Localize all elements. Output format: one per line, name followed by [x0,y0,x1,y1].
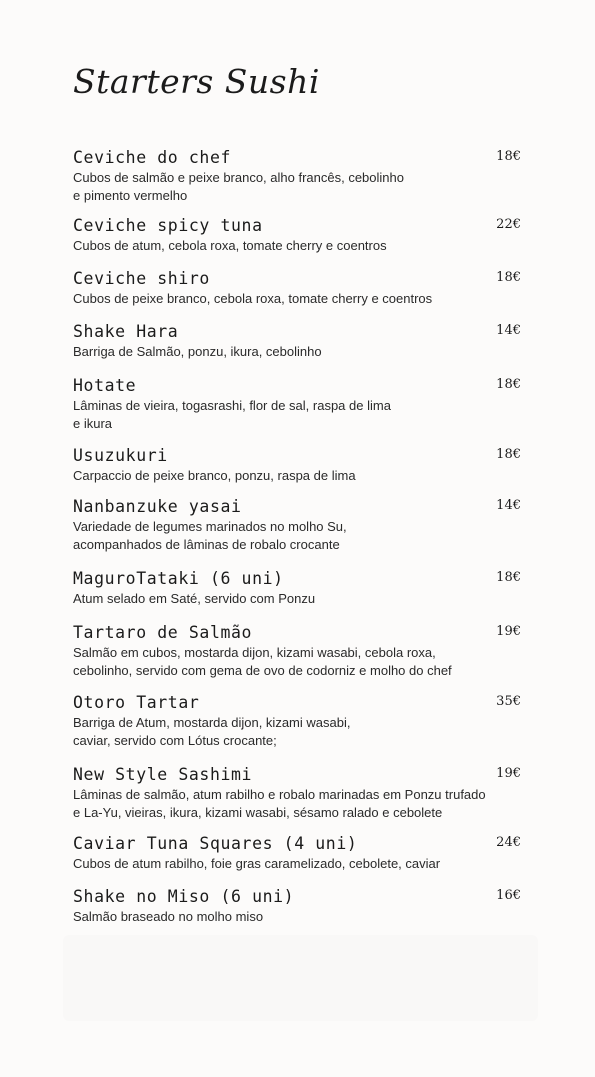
item-description [73,908,518,926]
item-price: 14€ [496,498,521,513]
item-description [73,397,518,433]
item-description [73,590,518,608]
item-description [73,855,518,873]
footer-blank-area [63,935,538,1021]
item-description [73,644,518,680]
item-description [73,237,518,255]
item-description-line: caviar, servido com Lótus crocante; [73,733,277,748]
item-name: Otoro Tartar [73,693,200,712]
item-description-line: Barriga de Atum, mostarda dijon, kizami wasabi, [73,715,351,730]
item-name: Hotate [73,376,137,395]
item-name: MaguroTataki (6 uni) [73,569,284,588]
item-price: 35€ [496,694,521,709]
item-description-line: Salmão braseado no molho miso [73,909,264,924]
item-description-line: cebolinho, servido com gema de ovo de codorniz e molho do chef [73,663,452,678]
item-name: Ceviche spicy tuna [73,216,263,235]
item-description-line: Lâminas de vieira, togasrashi, flor de sal, raspa de lima [73,398,391,413]
item-description-line: Cubos de peixe branco, cebola roxa, tomate cherry e coentros [73,291,433,306]
item-name: Shake no Miso (6 uni) [73,887,295,906]
item-description-line: e La-Yu, vieiras, ikura, kizami wasabi, sésamo ralado e cebolete [73,805,443,820]
item-name: New Style Sashimi [73,765,253,784]
item-name: Caviar Tuna Squares (4 uni) [73,834,358,853]
item-price: 16€ [496,888,521,903]
menu-title: Starters Sushi [73,62,320,101]
menu-item [73,765,521,822]
item-description-line: Carpaccio de peixe branco, ponzu, raspa de lima [73,468,356,483]
item-description [73,343,518,361]
item-price: 18€ [496,149,521,164]
item-description-line: Lâminas de salmão, atum rabilho e robalo marinadas em Ponzu trufado [73,787,486,802]
item-description-line: Barriga de Salmão, ponzu, ikura, cebolinho [73,344,322,359]
item-price: 18€ [496,570,521,585]
item-description [73,714,518,750]
item-price: 24€ [496,835,521,850]
item-price: 18€ [496,270,521,285]
menu-item [73,569,521,608]
menu-item [73,623,521,680]
item-price: 18€ [496,377,521,392]
menu-item [73,497,521,554]
item-description [73,169,518,205]
menu-item [73,269,521,308]
item-name: Nanbanzuke yasai [73,497,242,516]
menu-item [73,446,521,485]
item-description-line: e ikura [73,416,113,431]
item-name: Tartaro de Salmão [73,623,253,642]
item-price: 22€ [496,217,521,232]
menu-item [73,376,521,433]
item-price: 14€ [496,323,521,338]
menu-item [73,216,521,255]
item-description-line: acompanhados de lâminas de robalo crocante [73,537,340,552]
menu-item [73,834,521,873]
item-description-line: Cubos de atum, cebola roxa, tomate cherry e coentros [73,238,387,253]
item-name: Ceviche do chef [73,148,232,167]
item-description-line: Cubos de salmão e peixe branco, alho francês, cebolinho [73,170,404,185]
item-price: 18€ [496,447,521,462]
item-name: Usuzukuri [73,446,168,465]
item-description-line: Atum selado em Saté, servido com Ponzu [73,591,316,606]
item-description-line: Variedade de legumes marinados no molho Su, [73,519,347,534]
item-description [73,786,518,822]
menu-item [73,322,521,361]
menu-item [73,148,521,205]
item-price: 19€ [496,624,521,639]
item-description-line: e pimento vermelho [73,188,188,203]
menu-item [73,693,521,750]
item-description-line: Cubos de atum rabilho, foie gras caramelizado, cebolete, caviar [73,856,441,871]
item-description [73,290,518,308]
item-price: 19€ [496,766,521,781]
item-description [73,518,518,554]
item-name: Shake Hara [73,322,179,341]
item-name: Ceviche shiro [73,269,210,288]
item-description-line: Salmão em cubos, mostarda dijon, kizami wasabi, cebola roxa, [73,645,436,660]
item-description [73,467,518,485]
menu-item [73,887,521,926]
